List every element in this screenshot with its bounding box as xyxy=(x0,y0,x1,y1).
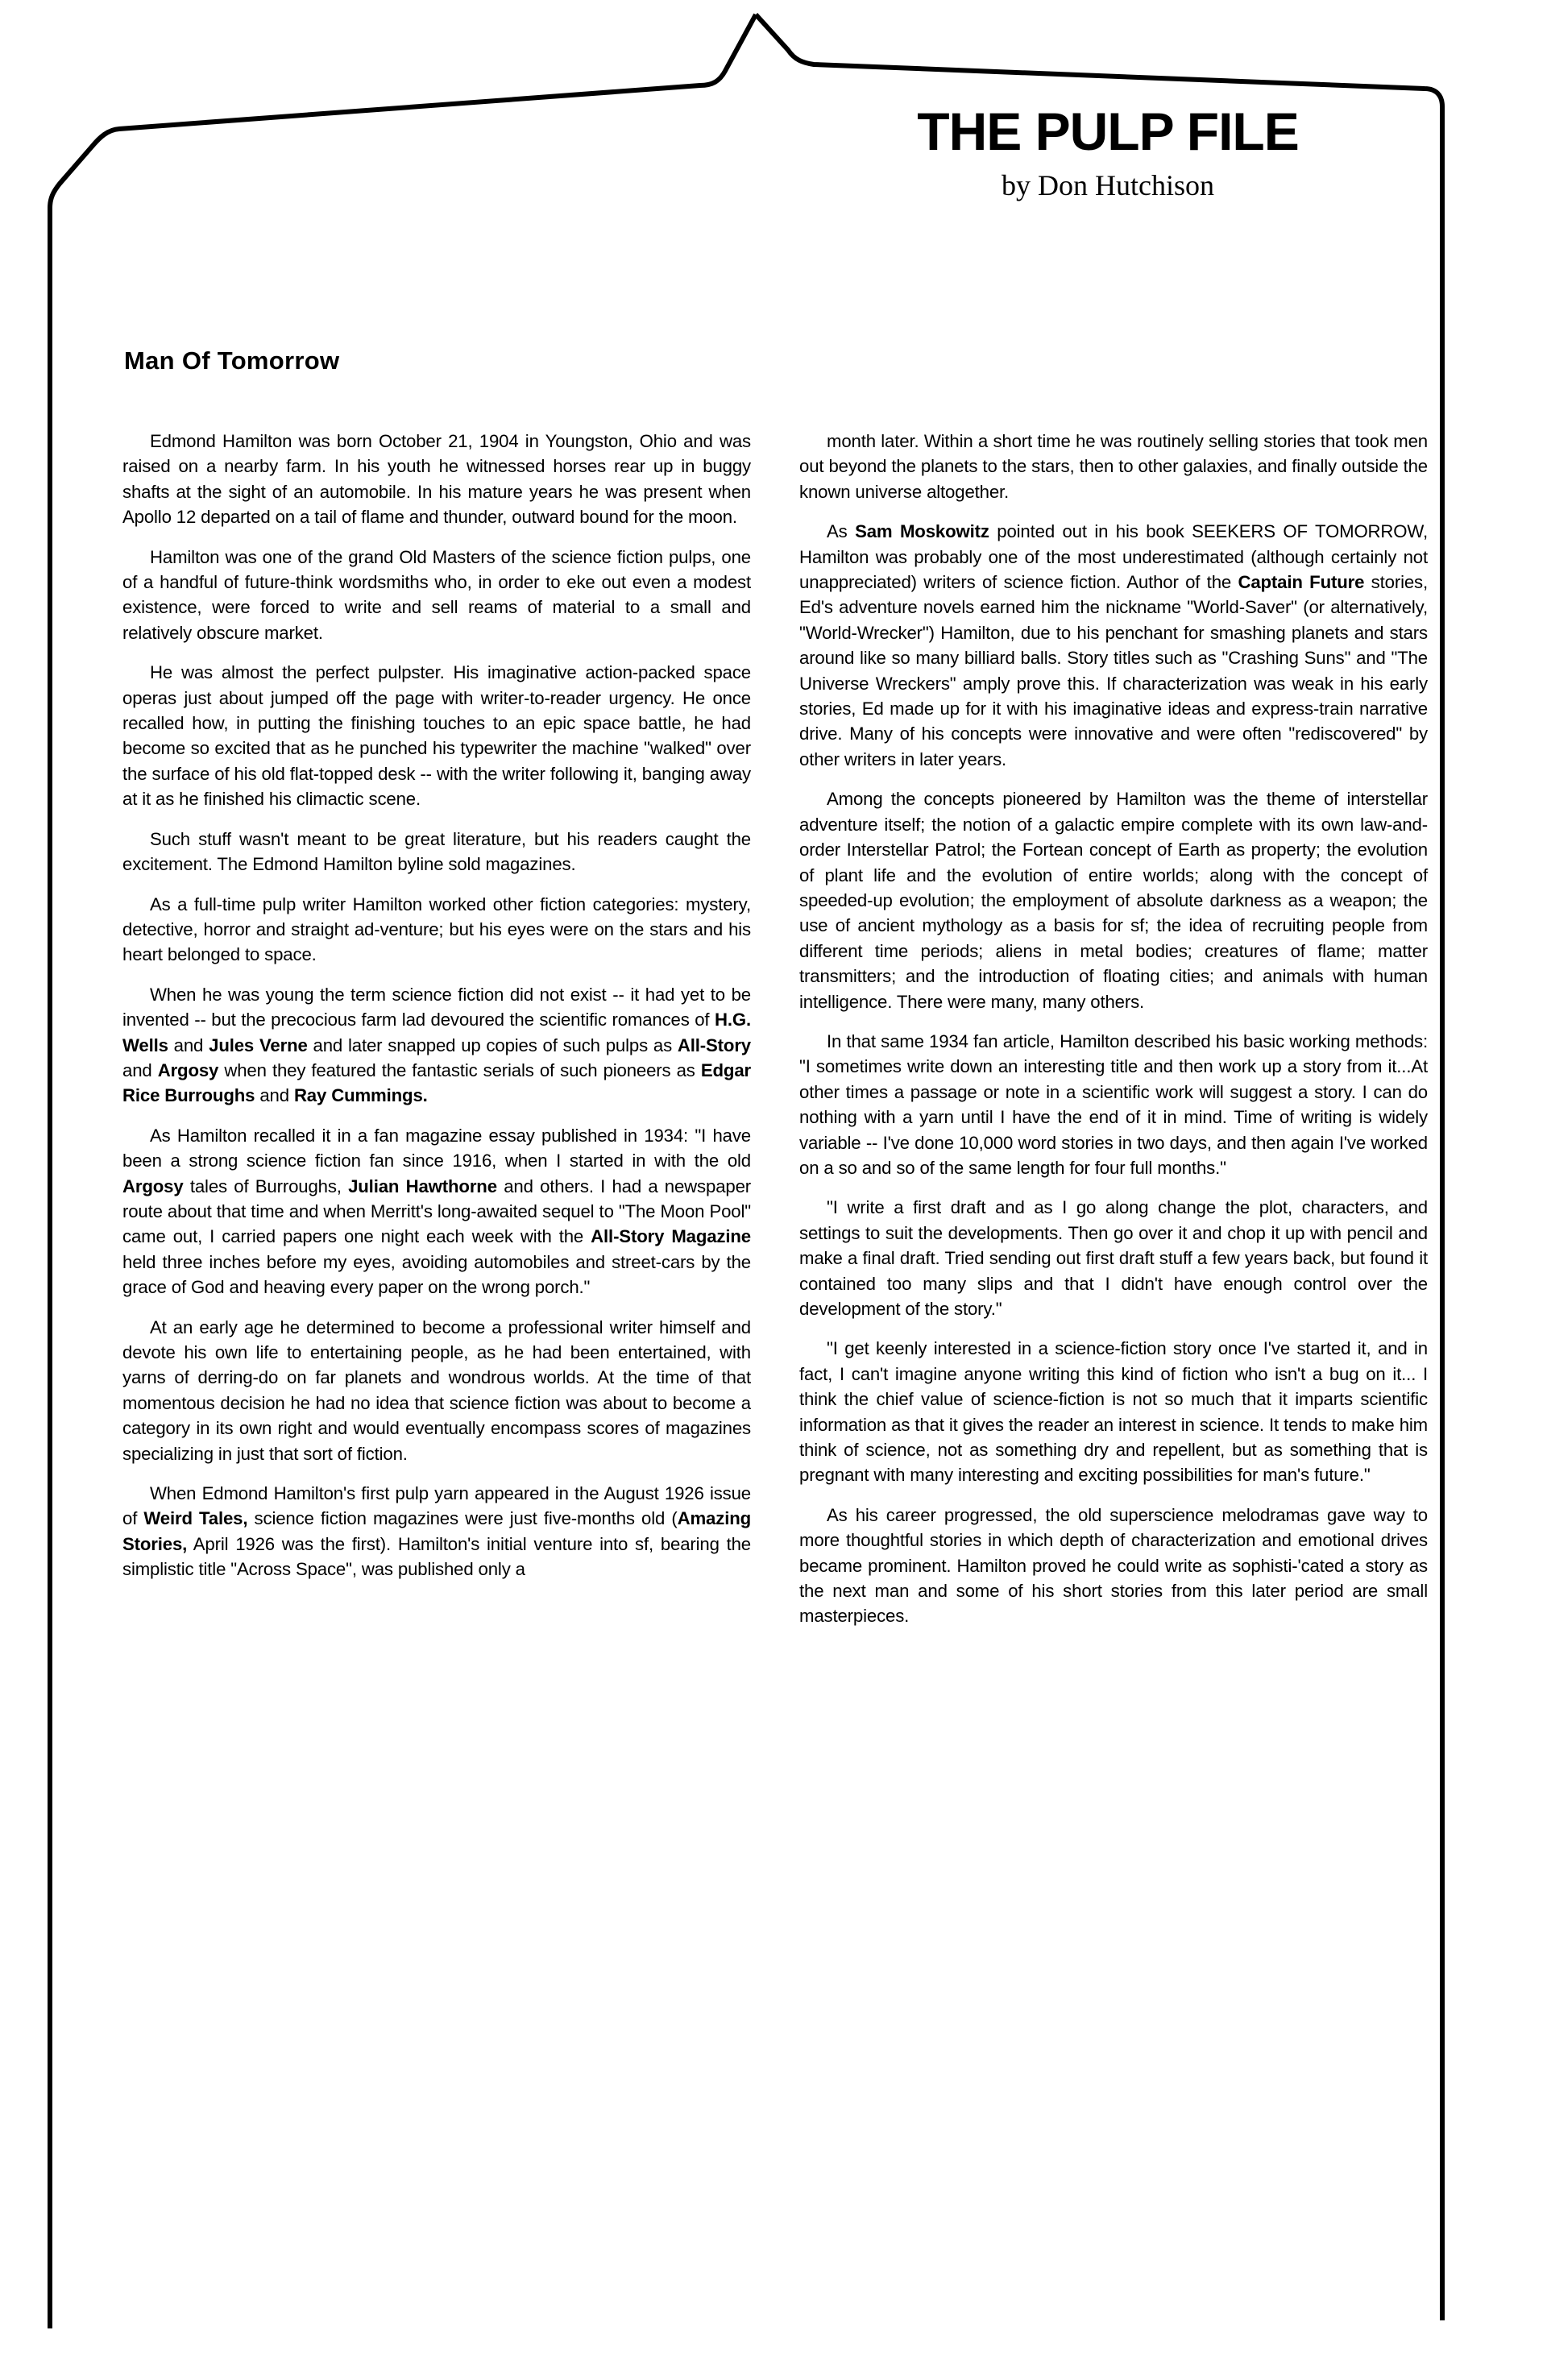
article-paragraph: Edmond Hamilton was born October 21, 1904 in Youngston, Ohio and was raised on a nearby farm. In his youth he witnessed horses rear up in buggy shafts at the sight of an automobile. In his mature years he was present when Apollo 12 departed on a tail of flame and thunder, outward bound for the moon. xyxy=(122,431,751,528)
article-paragraph: As his career progressed, the old superscience melodramas gave way to more thoughtful stories in which depth of characterization and emotional drives became prominent. Hamilton proved he could write as sophisti-'cated a story as the next man and some of his short stories from this later period are small masterpieces. xyxy=(799,1504,1428,1627)
emphasis-run: H.G. Wells xyxy=(122,1010,751,1055)
emphasis-run: Amazing Stories, xyxy=(122,1508,752,1554)
section-heading: Man Of Tomorrow xyxy=(124,346,340,375)
article-paragraph: At an early age he determined to become a professional writer himself and devote his own life to entertaining people, as he had been entertained, with yarns of derring-do on far planets and wondrous worlds. At the time of that momentous decision he had no idea that science fiction was about to become a category in its own right and would eventually encompass scores of magazines specializing in just that sort of fiction. xyxy=(122,1316,751,1464)
two-column-layout xyxy=(122,429,1428,1629)
emphasis-run: Julian Hawthorne xyxy=(348,1175,497,1196)
emphasis-run: Argosy xyxy=(157,1059,219,1080)
article-paragraph: Such stuff wasn't meant to be great literature, but his readers caught the excitement. The Edmond Hamilton byline sold magazines. xyxy=(122,828,751,875)
emphasis-run: Weird Tales, xyxy=(143,1508,248,1529)
emphasis-run: All-Story xyxy=(677,1035,751,1055)
emphasis-run: Argosy xyxy=(122,1175,184,1196)
emphasis-run: Captain Future xyxy=(1238,572,1365,593)
article-paragraph: "I get keenly interested in a science-fiction story once I've started it, and in fact, I can't imagine anyone writing this kind of fiction who isn't a bug on it... I think the chief value of science-fiction is not so much that it imparts scientific information as that it gives the reader an interest in science. It tends to make him think of science, not as something dry and repellent, but as something that is pregnant with many interesting and exciting possibilities for man's future." xyxy=(799,1338,1428,1486)
article-paragraph: He was almost the perfect pulpster. His imaginative action-packed space operas just about jumped off the page with writer-to-reader urgency. He once recalled how, in putting the finishing touches to an epic space battle, he had become so excited that as he punched his typewriter the machine "walked" over the surface of his old flat-topped desk -- with the writer following it, banging away at it as he finished his climactic scene. xyxy=(122,662,751,810)
article-paragraph: As Hamilton recalled it in a fan magazine essay published in 1934: "I have been a strong science fiction fan since 1916, when I started in with the old Argosy tales of Burroughs, Julian Hawthorne and others. I had a newspaper route about that time and when Merritt's long-awaited sequel to "The Moon Pool" came out, I carried papers one night each week with the All-Story Magazine held three inches before my eyes, avoiding automobiles and street-cars by the grace of God and heaving every paper on the wrong porch." xyxy=(122,1125,751,1298)
article-paragraph: When Edmond Hamilton's first pulp yarn appeared in the August 1926 issue of Weird Tales, science fiction magazines were just five-months old (Amazing Stories, April 1926 was the first). Hamilton's initial venture into sf, bearing the simplistic title "Across Space", was published only a xyxy=(122,1483,752,1580)
article-paragraph: As a full-time pulp writer Hamilton worked other fiction categories: mystery, detective, horror and straight ad-venture; but his eyes were on the stars and his heart belonged to space. xyxy=(122,894,751,965)
article-paragraph: Hamilton was one of the grand Old Masters of the science fiction pulps, one of a handful of future-think wordsmiths who, in order to eke out even a modest existence, were forced to write and sell reams of material to a small and relatively obscure market. xyxy=(122,546,751,643)
emphasis-run: Jules Verne xyxy=(209,1035,308,1055)
article-paragraph: month later. Within a short time he was routinely selling stories that took men out beyond the planets to the stars, then to other galaxies, and finally outside the known universe altogether. xyxy=(799,431,1428,502)
masthead-byline: by Don Hutchison xyxy=(1002,169,1214,201)
masthead-title: THE PULP FILE xyxy=(917,102,1299,161)
article-column-right xyxy=(799,429,1428,1629)
article-paragraph: When he was young the term science fiction did not exist -- it had yet to be invented -- but the precocious farm lad devoured the scientific romances of H.G. Wells and Jules Verne and later snapped up copies of such pulps as All-Story and Argosy when they featured the fantastic serials of such pioneers as Edgar Rice Burroughs and Ray Cummings. xyxy=(122,984,751,1106)
emphasis-run: All-Story Magazine xyxy=(591,1226,751,1247)
article-column-left xyxy=(122,429,751,1629)
article-body xyxy=(122,346,1428,1629)
emphasis-run: Edgar Rice Burroughs xyxy=(122,1059,751,1106)
article-paragraph: As Sam Moskowitz pointed out in his book SEEKERS OF TOMORROW, Hamilton was probably one of the most underestimated (although certainly not unappreciated) writers of science fiction. Author of the Captain Future stories, Ed's adventure novels earned him the nickname "World-Saver" (or alternatively, "World-Wrecker") Hamilton, due to his penchant for smashing planets and stars around like so many billiard balls. Story titles such as "Crashing Suns" and "The Universe Wreckers" amply prove this. If characterization was weak in his early stories, Ed made up for it with his imaginative ideas and express-train narrative drive. Many of his concepts were innovative and were often "rediscovered" by other writers in later years. xyxy=(799,521,1428,769)
article-paragraph: Among the concepts pioneered by Hamilton was the theme of interstellar adventure itself; the notion of a galactic empire complete with its own law-and-order Interstellar Patrol; the Fortean concept of Earth as property; the evolution of plant life and the evolution of entire worlds; along with the concept of speeded-up evolution; the employment of absolute darkness as a weapon; the use of ancient mythology as a basis for sf; the idea of recruiting people from different time periods; aliens in metal bodies; creatures of flame; matter transmitters; and the introduction of floating cities; and animals with human intelligence. There were many, many others. xyxy=(799,789,1428,1012)
emphasis-run: Sam Moskowitz xyxy=(855,521,989,542)
emphasis-run: Ray Cummings. xyxy=(293,1085,428,1106)
article-paragraph: In that same 1934 fan article, Hamilton described his basic working methods: "I sometimes write down an interesting title and then work up a story from it...At other times a passage or note in a scientific work will suggest a story. I can do nothing with a yarn until I have the end of it in mind. Time of writing is widely variable -- I've done 10,000 word stories in two days, and then again I've worked on a so and so of the same length for four full months." xyxy=(799,1030,1428,1178)
masthead xyxy=(774,102,1442,201)
article-paragraph: "I write a first draft and as I go along change the plot, characters, and settings to suit the developments. Then go over it and chop it up with pencil and make a final draft. Tried sending out first draft stuff a few years back, but found it contained too many slips and that I didn't have enough control over the development of the story." xyxy=(799,1197,1428,1319)
